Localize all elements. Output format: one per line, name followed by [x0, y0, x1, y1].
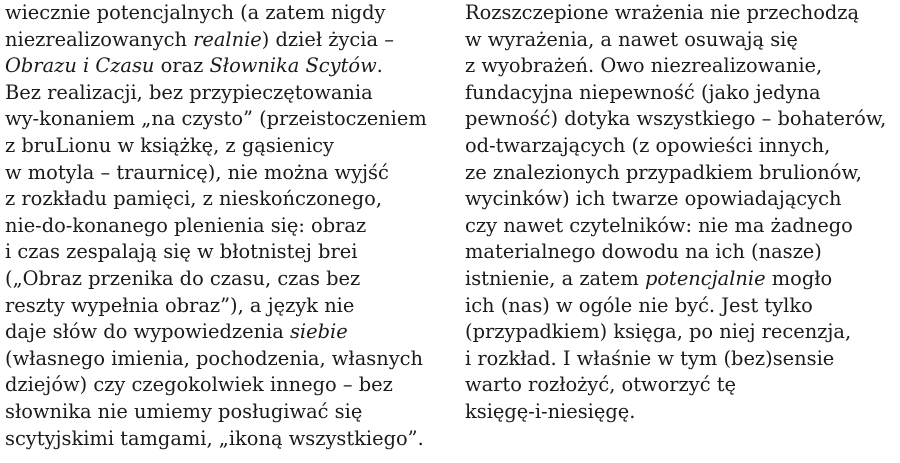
text-segment: scytyjskimi tamgami, „ikoną wszystkiego”. — [5, 426, 424, 450]
text-segment: („Obraz przenika do czasu, czas bez — [5, 266, 361, 290]
text-line — [465, 213, 895, 240]
text-line — [465, 266, 895, 293]
text-column-left — [5, 0, 445, 452]
text-line — [5, 319, 445, 346]
text-segment: (własnego imienia, pochodzenia, własnych — [5, 346, 423, 370]
text-segment: niezrealizowanych — [5, 27, 194, 51]
text-segment: i czas zespalają się w błotnistej brei — [5, 240, 358, 264]
text-line — [5, 186, 445, 213]
text-line — [5, 372, 445, 399]
text-segment: od-twarzających (z opowieści innych, — [465, 133, 831, 157]
text-segment: słownika nie umiemy posługiwać się — [5, 399, 363, 423]
text-segment: reszty wypełnia obraz”), a język nie — [5, 293, 355, 317]
text-line — [465, 186, 895, 213]
text-segment: nie-do-konanego plenienia się: obraz — [5, 213, 367, 237]
text-segment: i rozkład. I właśnie w tym (bez)sensie — [465, 346, 835, 370]
text-line — [465, 80, 895, 107]
text-line — [465, 0, 895, 27]
text-line — [465, 399, 895, 426]
text-line — [5, 346, 445, 373]
text-line — [465, 160, 895, 187]
text-line — [5, 133, 445, 160]
text-segment: wiecznie potencjalnych (a zatem nigdy — [5, 1, 386, 24]
text-line — [5, 293, 445, 320]
text-line — [465, 319, 895, 346]
text-line — [5, 160, 445, 187]
text-segment: daje słów do wypowiedzenia — [5, 320, 290, 344]
text-line — [5, 239, 445, 266]
text-column-right — [465, 0, 895, 426]
text-line — [5, 106, 445, 133]
text-line — [5, 0, 445, 27]
text-segment: materialnego dowodu na ich (nasze) — [465, 240, 822, 264]
text-line — [5, 80, 445, 107]
text-segment: ) dzieł życia – — [261, 27, 394, 51]
text-segment: istnienie, a zatem — [465, 266, 645, 290]
text-segment: Rozszczepione wrażenia nie przechodzą — [465, 1, 860, 24]
text-line — [465, 27, 895, 54]
text-segment: z rozkładu pamięci, z nieskończonego, — [5, 187, 383, 211]
italic-text: potencjalnie — [644, 266, 766, 290]
italic-text: Obrazu i Czasu — [5, 54, 155, 78]
text-line — [5, 399, 445, 426]
italic-text: siebie — [289, 320, 348, 344]
text-line — [465, 239, 895, 266]
text-segment: fundacyjna niepewność (jako jedyna — [465, 80, 821, 104]
text-segment: ze znalezionych przypadkiem brulionów, — [465, 160, 862, 184]
text-segment: w motyla – traurnicę), nie można wyjść — [5, 160, 389, 184]
text-line — [465, 346, 895, 373]
text-line — [5, 213, 445, 240]
text-segment: ich (nas) w ogóle nie być. Jest tylko — [465, 293, 813, 317]
text-line — [5, 53, 445, 80]
text-line — [5, 266, 445, 293]
text-segment: wycinków) ich twarze opowiadających — [465, 187, 842, 211]
text-segment: dziejów) czy czegokolwiek innego – bez — [5, 373, 393, 397]
text-segment: wy-konaniem „na czysto” (przeistoczeniem — [5, 107, 427, 131]
italic-text: Słownika Scytów — [209, 54, 377, 78]
text-segment: . — [376, 54, 383, 78]
text-segment: (przypadkiem) księga, po niej recenzja, — [465, 320, 852, 344]
italic-text: realnie — [193, 27, 262, 51]
text-segment: z bruLionu w książkę, z gąsienicy — [5, 133, 334, 157]
text-segment: mogło — [765, 266, 833, 290]
text-line — [465, 133, 895, 160]
text-segment: w wyrażenia, a nawet osuwają się — [465, 27, 798, 51]
text-line — [5, 426, 445, 453]
text-segment: Bez realizacji, bez przypieczętowania — [5, 80, 373, 104]
text-line — [5, 27, 445, 54]
text-line — [465, 293, 895, 320]
text-line — [465, 372, 895, 399]
text-segment: księgę-i-niesięgę. — [465, 399, 636, 423]
text-line — [465, 106, 895, 133]
text-line — [465, 53, 895, 80]
text-segment: oraz — [154, 54, 210, 78]
text-segment: czy nawet czytelników: nie ma żadnego — [465, 213, 853, 237]
text-segment: warto rozłożyć, otworzyć tę — [465, 373, 737, 397]
text-segment: pewność) dotyka wszystkiego – bohaterów, — [465, 107, 887, 131]
text-segment: z wyobrażeń. Owo niezrealizowanie, — [465, 54, 823, 78]
